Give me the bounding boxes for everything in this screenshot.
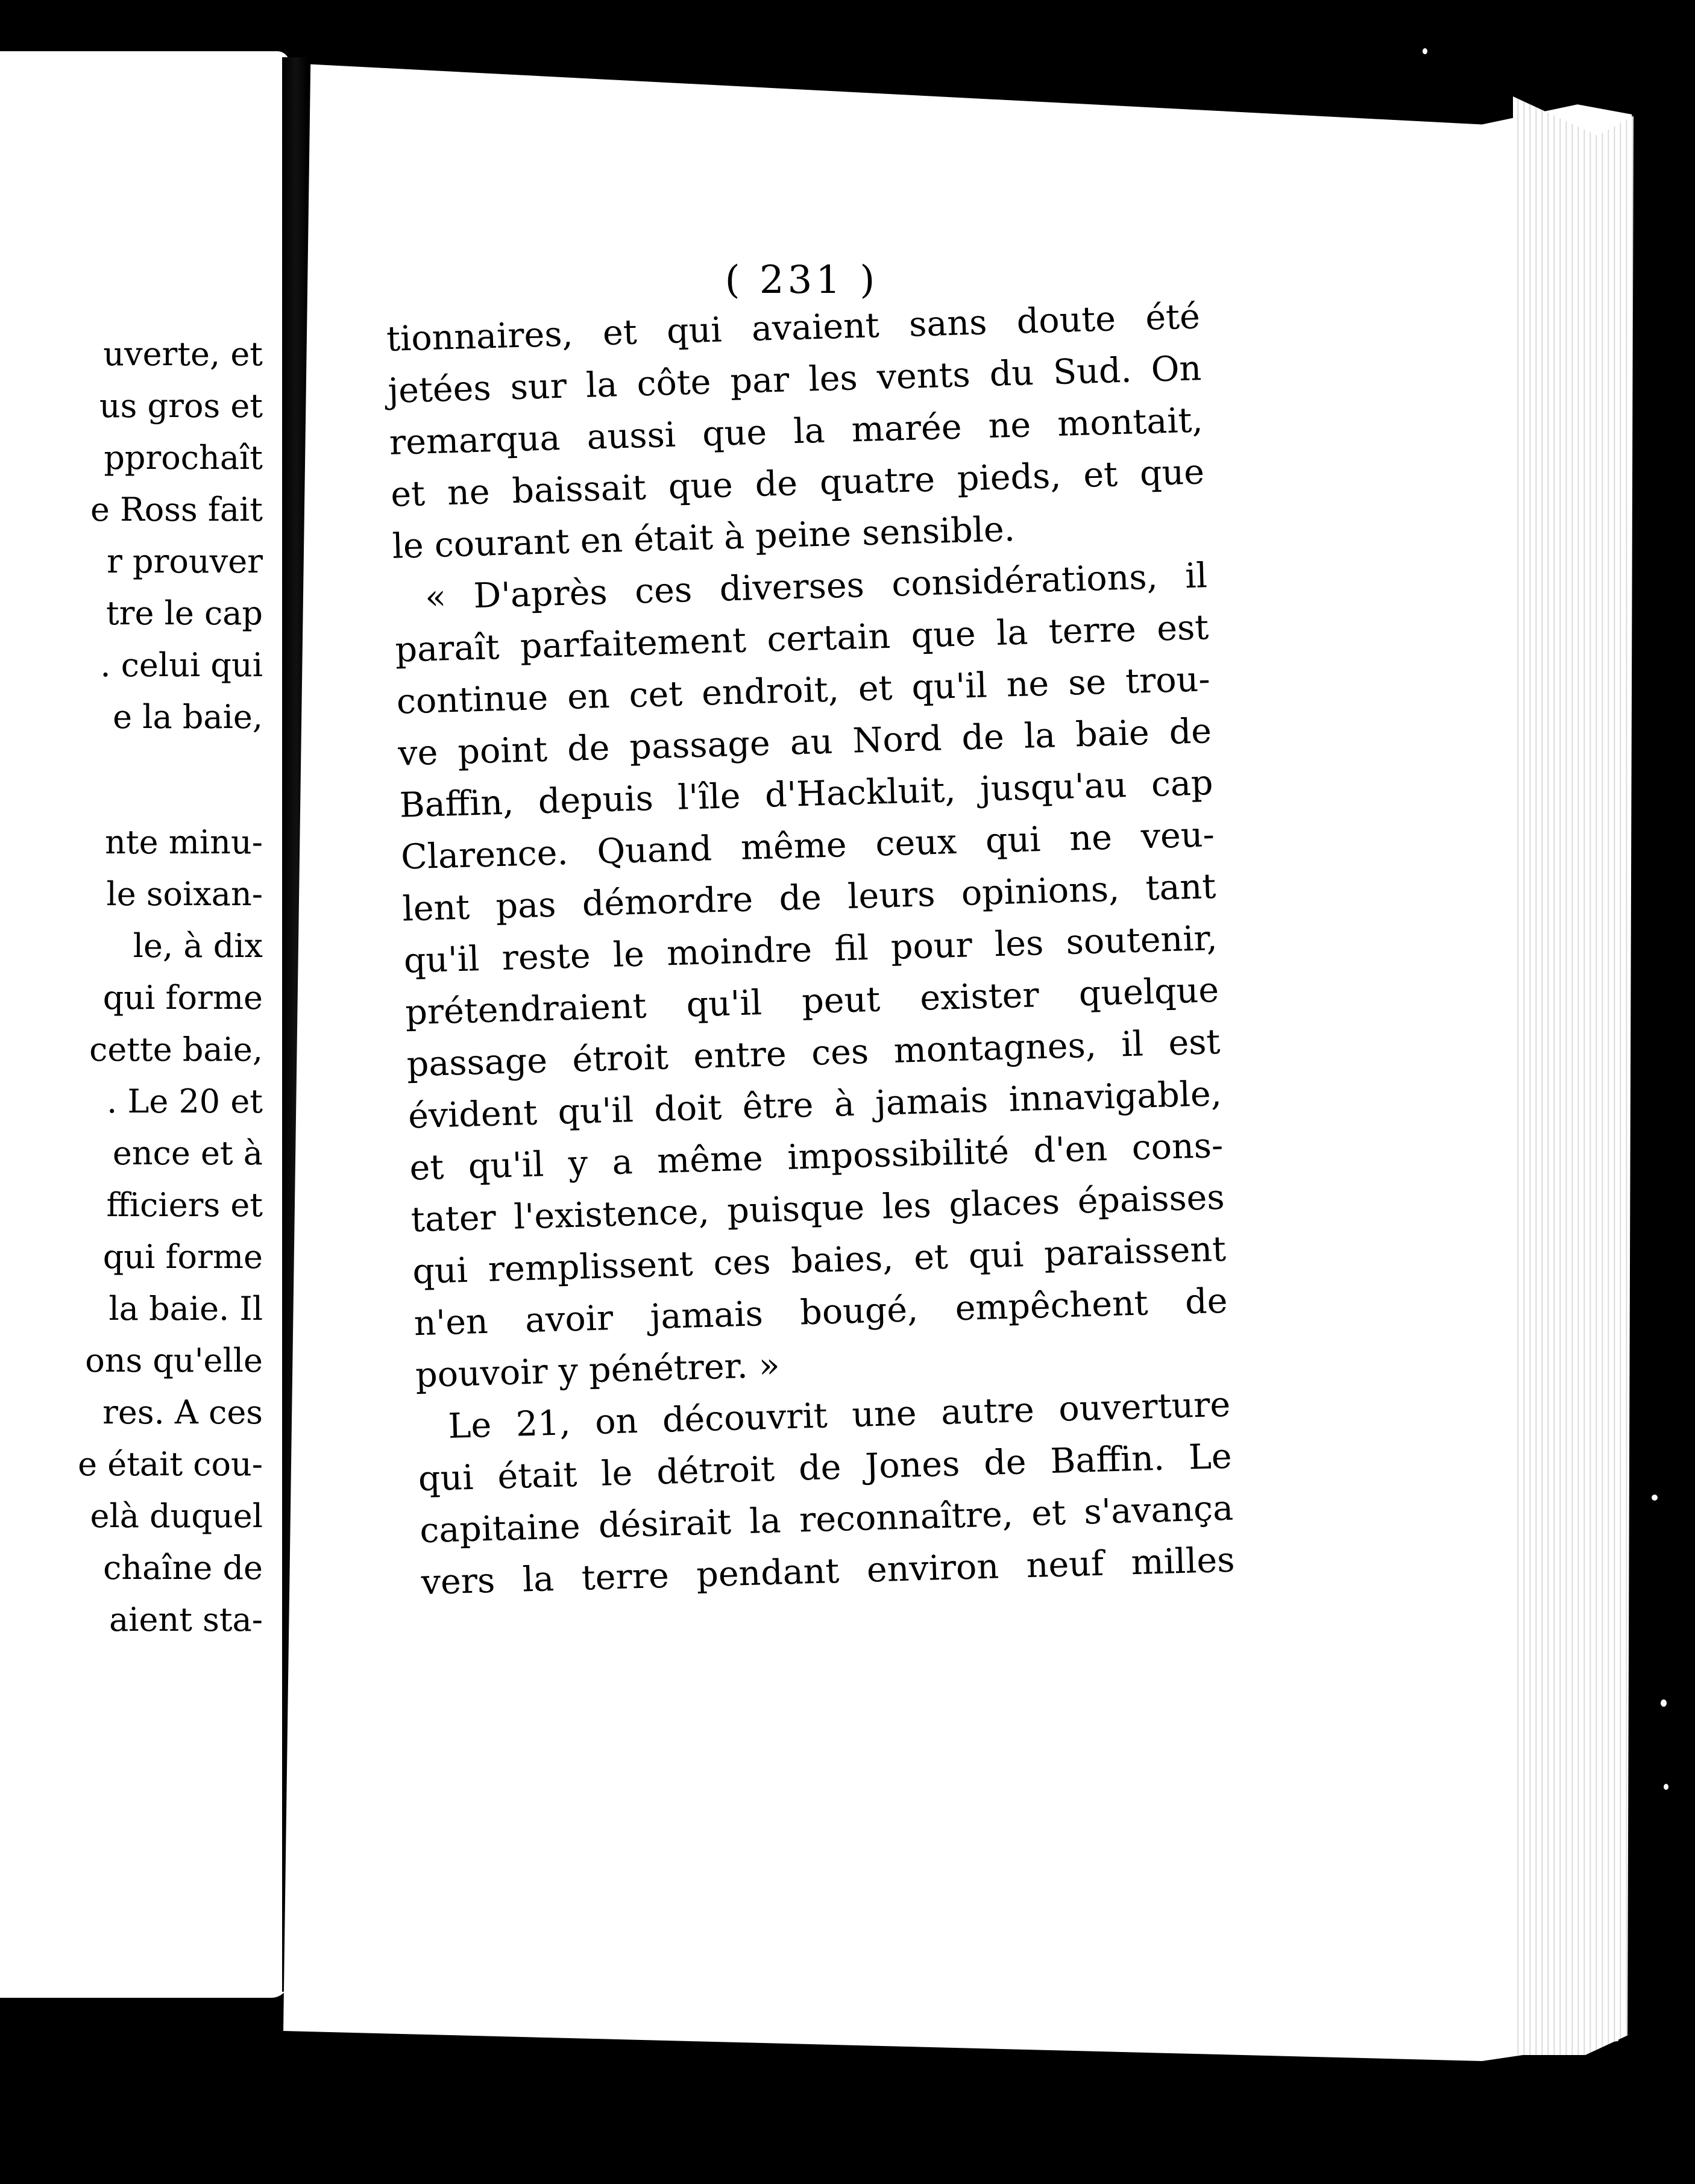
page-body: [386, 290, 1236, 1608]
body-line: passage étroit entre ces montagnes, il est: [406, 1021, 1221, 1085]
body-line: remarqua aussi que la marée ne montait,: [389, 400, 1204, 463]
left-page-line: cette baie,: [89, 1031, 263, 1068]
body-line: « D'après ces diverses considérations, il: [424, 556, 1208, 618]
body-line: tater l'existence, puisque les glaces épaisses: [410, 1177, 1225, 1240]
left-page-line: . celui qui: [100, 646, 263, 684]
left-page-line: e était cou-: [78, 1445, 263, 1483]
left-page-line: qui forme: [102, 979, 263, 1017]
page-edges: [1513, 96, 1634, 2055]
left-page-line: e la baie,: [113, 698, 263, 736]
body-line: Baffin, depuis l'île d'Hackluit, jusqu'au cap: [398, 763, 1214, 826]
left-page-line: tre le cap: [105, 594, 263, 632]
left-page-line: uverte, et: [103, 335, 263, 373]
left-page-line: pprochaît: [104, 439, 263, 477]
body-line: évident qu'il doit être à jamais innavigable,: [407, 1073, 1222, 1137]
left-page-line: us gros et: [99, 387, 263, 425]
scan-speck: [1661, 1699, 1667, 1707]
left-page-line: le soixan-: [106, 875, 263, 913]
body-line: vers la terre pendant environ neuf milles: [420, 1540, 1236, 1603]
body-line: Clarence. Quand même ceux qui ne veu-: [400, 814, 1215, 877]
body-line: jetées sur la côte par les vents du Sud. On: [387, 348, 1202, 411]
body-line: ve point de passage au Nord de la baie de: [397, 711, 1212, 774]
body-line: lent pas démordre de leurs opinions, tant: [401, 866, 1217, 929]
left-page-line: la baie. Il: [108, 1290, 263, 1328]
body-line: et ne baissait que de quatre pieds, et que: [390, 452, 1205, 515]
body-line: le courant en était à peine sensible.: [391, 509, 1016, 566]
left-page-line: r prouver: [107, 542, 263, 580]
scan-speck: [1664, 1784, 1668, 1790]
body-line: n'en avoir jamais bougé, empêchent de: [413, 1281, 1228, 1344]
left-page-line: ons qu'elle: [85, 1341, 263, 1379]
left-page: [0, 51, 289, 1998]
left-page-line: qui forme: [102, 1238, 263, 1276]
left-page-line: aient sta-: [109, 1601, 263, 1639]
left-page-line: e Ross fait: [90, 491, 263, 529]
left-page-line: nte minu-: [105, 823, 263, 861]
left-page-line: res. A ces: [102, 1393, 263, 1431]
scan-speck: [1423, 48, 1427, 54]
body-line: continue en cet endroit, et qu'il ne se trou-: [396, 659, 1211, 722]
left-page-line: elà duquel: [90, 1497, 263, 1535]
body-line: Le 21, on découvrit une autre ouverture: [447, 1384, 1231, 1446]
left-page-line: chaîne de: [103, 1549, 263, 1587]
left-page-line: . Le 20 et: [107, 1082, 263, 1120]
body-line: paraît parfaitement certain que la terre est: [394, 607, 1210, 670]
body-line: pouvoir y pénétrer. »: [415, 1345, 781, 1396]
body-line: qui remplissent ces baies, et qui paraissent: [412, 1229, 1227, 1292]
body-line: et qu'il y a même impossibilité d'en cons-: [409, 1125, 1224, 1188]
body-line: prétendraient qu'il peut exister quelque: [404, 970, 1219, 1033]
left-page-line: ence et à: [112, 1134, 263, 1172]
body-line: qui était le détroit de Jones de Baffin. Le: [418, 1436, 1233, 1499]
body-line: capitaine désirait la reconnaître, et s'avança: [419, 1488, 1234, 1551]
scan-speck: [1652, 1495, 1658, 1501]
page-number: ( 231 ): [725, 258, 879, 303]
body-line: qu'il reste le moindre fil pour les soutenir,: [403, 918, 1218, 981]
body-line: tionnaires, et qui avaient sans doute été: [386, 297, 1201, 359]
left-page-line: le, à dix: [133, 927, 263, 965]
left-page-line: fficiers et: [106, 1186, 263, 1224]
